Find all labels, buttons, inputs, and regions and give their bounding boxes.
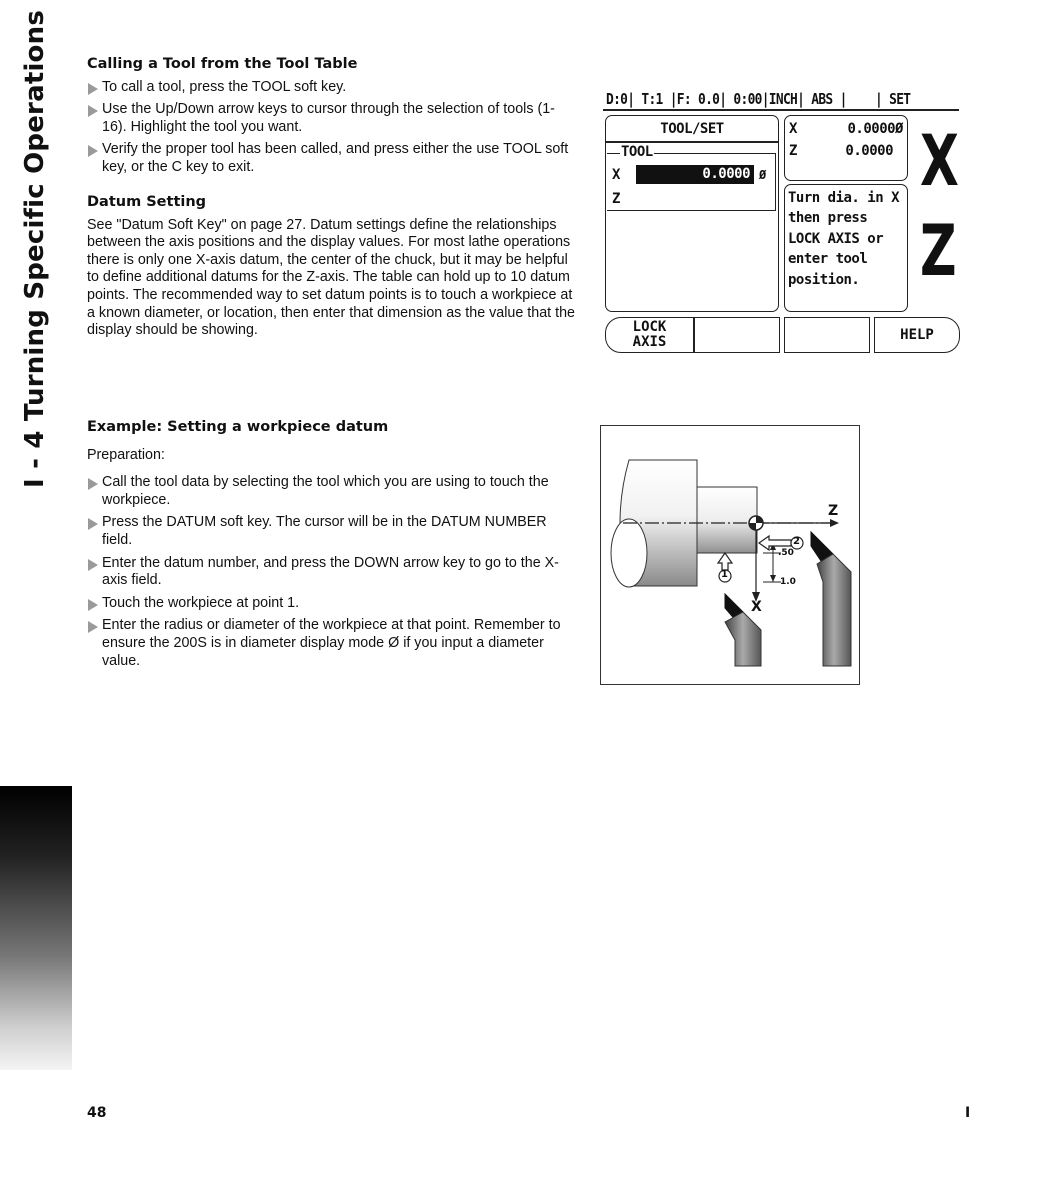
- bullet-triangle-icon: [88, 621, 98, 633]
- field-z-label: Z: [612, 191, 620, 207]
- touch-arrow-1-icon: [718, 553, 732, 570]
- bullet-text: Enter the radius or diameter of the workpiece at that point. Remember to ensure the 200S is in diameter display mode Ø if you input a diameter value.: [102, 617, 561, 669]
- bullet-item: [87, 474, 577, 509]
- thumb-tab-gradient: [0, 786, 72, 1070]
- cutting-tool-bottom: [725, 612, 761, 666]
- softkey-line: LOCK: [632, 319, 667, 335]
- bullet-triangle-icon: [88, 478, 98, 490]
- softkey-lock-axis[interactable]: [605, 317, 694, 353]
- softkey-blank[interactable]: [694, 317, 780, 353]
- bullet-text: Enter the datum number, and press the DOWN arrow key to go to the X-axis field.: [102, 554, 559, 589]
- chapter-marker: I: [965, 1105, 971, 1121]
- tool-group-label: TOOL: [621, 144, 653, 160]
- bullet-text: Press the DATUM soft key. The cursor will be in the DATUM NUMBER field.: [102, 514, 547, 548]
- status-divider: [603, 109, 959, 111]
- bullet-item: [87, 79, 577, 97]
- field-x-input[interactable]: [636, 165, 754, 184]
- softkey-help[interactable]: [874, 317, 960, 353]
- message-line: enter tool: [788, 251, 868, 267]
- datum-setting-paragraph: See "Datum Soft Key" on page 27. Datum settings define the relationships between the axis positions and the display values. For most lathe operations there is only one X-axis datum, the center of the chuck, but it may be helpful to define additional datums for the Z-axis. The table can hold up to 10 datum points. The recommended way to set datum points is to touch a workpiece at a known diameter, or location, then enter that dimension as the value that the display should be showing.: [87, 216, 575, 339]
- bullet-item: [87, 595, 577, 613]
- workpiece-step: [697, 487, 757, 553]
- bullet-triangle-icon: [88, 518, 98, 530]
- dro-screen-figure: [600, 86, 962, 358]
- bullet-triangle-icon: [88, 105, 98, 117]
- dimension-label: .50: [778, 548, 794, 558]
- readout-x-value: 0.0000Ø: [847, 121, 903, 137]
- bullet-item: [87, 514, 577, 549]
- bullet-triangle-icon: [88, 599, 98, 611]
- axis-readout-panel: [784, 115, 908, 181]
- message-line: LOCK AXIS or: [788, 231, 884, 247]
- bullet-triangle-icon: [88, 145, 98, 157]
- bullet-text: Verify the proper tool has been called, and press either the use TOOL soft key, or the C key to exit.: [102, 141, 569, 175]
- bullet-text: Touch the workpiece at point 1.: [102, 594, 300, 611]
- z-axis-arrow-icon: [830, 519, 839, 527]
- message-line: Turn dia. in X: [788, 190, 900, 206]
- x-axis-label: X: [751, 599, 762, 615]
- readout-x-axis: X: [789, 121, 797, 137]
- softkey-blank[interactable]: [784, 317, 870, 353]
- tool-set-panel: [605, 115, 779, 312]
- heading-calling-tool: Calling a Tool from the Tool Table: [87, 56, 358, 72]
- axis-key-x[interactable]: X: [920, 120, 959, 202]
- field-x-value: 0.0000: [702, 166, 750, 182]
- panel-divider: [606, 141, 778, 143]
- dimension-label: 1.0: [780, 577, 796, 587]
- diagram-graphic: [601, 426, 859, 684]
- field-x-label: X: [612, 167, 620, 183]
- readout-z-value: 0.0000: [845, 143, 893, 159]
- chapter-side-title: I - 4 Turning Specific Operations: [20, 9, 50, 488]
- bullet-item: [87, 141, 577, 176]
- bullet-item: [87, 617, 577, 670]
- softkey-line: AXIS: [632, 334, 667, 350]
- message-panel: [784, 184, 908, 312]
- bullet-item: [87, 555, 577, 590]
- workpiece-end: [611, 519, 647, 587]
- softkey-line: HELP: [900, 326, 934, 343]
- bullet-item: [87, 101, 577, 136]
- heading-example: Example: Setting a workpiece datum: [87, 419, 389, 435]
- z-axis-label: Z: [828, 503, 839, 519]
- point-1-label: 1: [721, 569, 728, 580]
- point-2-label: 2: [793, 536, 800, 547]
- preparation-label: Preparation:: [87, 446, 165, 463]
- panel-title: TOOL/SET: [660, 121, 724, 137]
- status-bar: D:0| T:1 |F: 0.0| 0:00|INCH| ABS | | SET: [606, 90, 911, 108]
- page-number: 48: [87, 1105, 107, 1121]
- bullet-triangle-icon: [88, 559, 98, 571]
- message-line: position.: [788, 272, 860, 288]
- message-line: then press: [788, 210, 868, 226]
- bullet-triangle-icon: [88, 83, 98, 95]
- bullet-text: Call the tool data by selecting the tool which you are using to touch the workpiece.: [102, 474, 549, 508]
- bullet-text: To call a tool, press the TOOL soft key.: [102, 78, 347, 95]
- heading-datum-setting: Datum Setting: [87, 194, 207, 210]
- diameter-symbol-icon: Ø: [759, 168, 766, 182]
- axis-key-z[interactable]: Z: [920, 210, 957, 292]
- cutting-tool-right: [817, 554, 851, 666]
- section-calling-tool: [87, 56, 577, 177]
- lathe-datum-diagram: [600, 425, 860, 685]
- section-example: [87, 419, 577, 670]
- bullet-text: Use the Up/Down arrow keys to cursor through the selection of tools (1-16). Highlight the tool you want.: [102, 101, 555, 135]
- readout-z-axis: Z: [789, 143, 797, 159]
- section-datum-setting: [87, 194, 577, 340]
